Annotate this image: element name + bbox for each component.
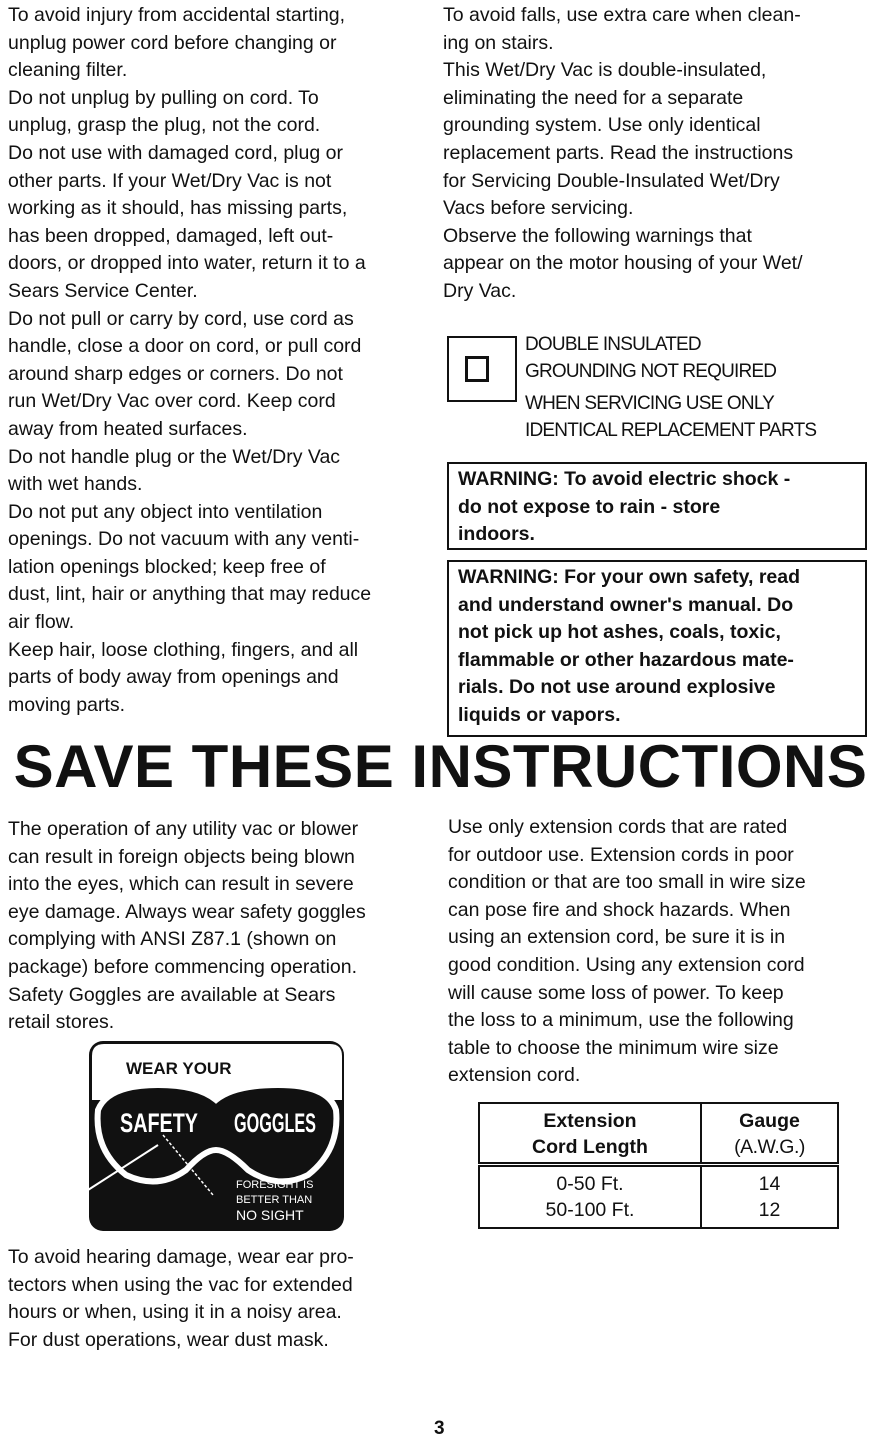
text-line: into the eyes, which can result in severe [8,873,354,896]
text-line: Vacs before servicing. [443,197,634,220]
svg-text:BETTER THAN: BETTER THAN [236,1194,313,1206]
text-line: Safety Goggles are available at Sears [8,983,336,1006]
text-line: working as it should, has missing parts, [8,197,348,220]
text-line: for Servicing Double-Insulated Wet/Dry [443,169,780,192]
text-line: air flow. [8,611,75,634]
text-line: table to choose the minimum wire size [448,1036,779,1059]
text-line: not pick up hot ashes, coals, toxic, [458,621,781,644]
text-line: unplug power cord before changing or [8,31,337,54]
text-line: Sears Service Center. [8,279,198,302]
text-line: The operation of any utility vac or blower [8,818,359,840]
text-line: lation openings blocked; keep free of [8,555,326,578]
text-line: Observe the following warnings that [443,224,752,247]
text-line: Keep hair, loose clothing, fingers, and all [8,638,359,661]
text-line: replacement parts. Read the instructions [443,141,794,164]
text-line: extension cord. [448,1064,581,1087]
text-line: To avoid hearing damage, wear ear pro- [8,1246,354,1268]
right-bottom-text [448,814,806,1090]
text-line: Do not put any object into ventilation [8,500,323,523]
text-line: ing on stairs. [443,31,554,54]
text-line: with wet hands. [8,473,143,496]
text-line: indoors. [458,523,535,546]
text-line: for outdoor use. Extension cords in poor [448,843,794,866]
right-top-text [443,2,803,306]
text-line: and understand owner's manual. Do [458,593,794,616]
text-line: can pose fire and shock hazards. When [448,898,791,921]
text-line: To avoid falls, use extra care when clean- [443,4,801,26]
text-line: WARNING: To avoid electric shock - [458,468,791,490]
goggles-right-text: GOGGLES [234,1108,316,1138]
text-line: away from heated surfaces. [8,417,248,440]
text-line: doors, or dropped into water, return it to a [8,252,366,275]
text-line: To avoid injury from accidental starting, [8,4,346,26]
header-cord-length: Extension Cord Length [479,1103,701,1165]
text-line: grounding system. Use only identical [443,114,761,137]
table-row: 50-100 Ft. 12 [479,1197,838,1228]
text-line: Do not use with damaged cord, plug or [8,141,343,164]
text-line: parts of body away from openings and [8,666,339,689]
text-line: has been dropped, damaged, left out- [8,224,334,247]
page-number: 3 [434,1418,445,1439]
extension-cord-table [478,1102,839,1229]
text-line: handle, close a door on cord, or pull cord [8,335,362,358]
text-line: unplug, grasp the plug, not the cord. [8,114,321,137]
warning-owners-manual [447,560,867,737]
text-line: rials. Do not use around explosive [458,676,776,699]
goggles-top-text: WEAR YOUR [126,1059,232,1078]
text-line: using an extension cord, be sure it is in [448,926,786,949]
text-line: other parts. If your Wet/Dry Vac is not [8,169,332,192]
left-bottom-text [8,816,366,1037]
text-line: retail stores. [8,1011,115,1034]
text-line: will cause some loss of power. To keep [448,981,784,1004]
svg-text:NO SIGHT: NO SIGHT [236,1207,304,1223]
left-top-text [8,2,371,719]
text-line: liquids or vapors. [458,703,621,726]
text-line: Dry Vac. [443,279,517,302]
text-line: moving parts. [8,693,126,716]
svg-text:FORESIGHT IS: FORESIGHT IS [236,1179,314,1191]
text-line: around sharp edges or corners. Do not [8,362,343,385]
goggles-left-text: SAFETY [120,1108,198,1138]
safety-goggles-image [88,1040,346,1234]
text-line: dust, lint, hair or anything that may reduce [8,583,372,606]
text-line: Do not handle plug or the Wet/Dry Vac [8,445,341,468]
text-line: This Wet/Dry Vac is double-insulated, [443,59,767,82]
text-line: cleaning filter. [8,59,128,82]
text-line: Do not pull or carry by cord, use cord as [8,307,354,330]
text-line: flammable or other hazardous mate- [458,648,794,671]
text-line: For dust operations, wear dust mask. [8,1328,329,1351]
page-title: SAVE THESE INSTRUCTIONS [13,733,868,800]
double-insulated-label: DOUBLE INSULATED GROUNDING NOT REQUIRED WHEN SERVICING USE ONLY IDENTICAL REPLACEMENT PARTS [525,334,817,441]
text-line: good condition. Using any extension cord [448,953,805,976]
text-line: do not expose to rain - store [458,495,721,518]
text-line: openings. Do not vacuum with any venti- [8,528,360,551]
text-line: package) before commencing operation. [8,955,358,978]
text-line: complying with ANSI Z87.1 (shown on [8,928,337,951]
text-line: eliminating the need for a separate [443,86,744,109]
text-line: tectors when using the vac for extended [8,1273,353,1296]
double-insulated-symbol [447,336,517,402]
text-line: condition or that are too small in wire size [448,871,806,894]
text-line: hours or when, using it in a noisy area. [8,1301,342,1324]
text-line: the loss to a minimum, use the following [448,1009,794,1032]
table-header-row [479,1103,838,1165]
table-row: 0-50 Ft. 14 [479,1165,838,1198]
text-line: run Wet/Dry Vac over cord. Keep cord [8,390,336,413]
text-line: Use only extension cords that are rated [448,816,788,838]
text-line: eye damage. Always wear safety goggles [8,900,366,923]
warning-electric-shock [447,462,867,550]
left-bottom-text-2 [8,1244,354,1354]
text-line: Do not unplug by pulling on cord. To [8,86,319,109]
text-line: WARNING: For your own safety, read [458,566,801,588]
text-line: can result in foreign objects being blown [8,845,355,868]
text-line: appear on the motor housing of your Wet/ [443,252,803,275]
header-gauge: Gauge (A.W.G.) [701,1103,838,1165]
